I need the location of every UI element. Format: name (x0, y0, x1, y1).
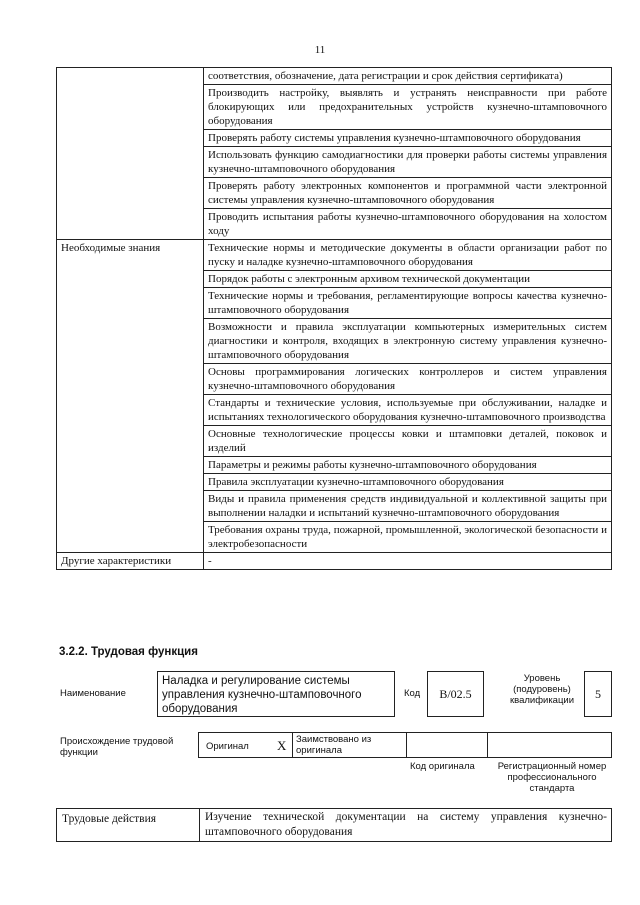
row-label (57, 364, 204, 395)
row-label (57, 130, 204, 147)
code-original-label: Код оригинала (410, 761, 475, 772)
row-label (57, 68, 204, 85)
row-label (57, 288, 204, 319)
row-label (57, 426, 204, 457)
function-name-value: Наладка и регулирование системы управления кузнечно-штамповочного оборудования (162, 675, 362, 715)
table-row (57, 319, 612, 364)
table-row (57, 147, 612, 178)
table-row (57, 209, 612, 240)
row-text: Проверять работу системы управления кузнечно-штамповочного оборудования (204, 130, 612, 147)
row-label (57, 147, 204, 178)
row-label (57, 491, 204, 522)
row-label (57, 178, 204, 209)
level-value: 5 (595, 686, 601, 701)
row-label (57, 85, 204, 130)
row-text: Возможности и правила эксплуатации компьютерных измерительных систем диагностики и контроля, входящих в электронную систему управления кузнечно-штамповочного оборудования (204, 319, 612, 364)
labor-actions-text: Изучение технической документации на систему управления кузнечно-штамповочного оборудования (205, 811, 607, 838)
row-text: Параметры и режимы работы кузнечно-штамповочного оборудования (204, 457, 612, 474)
row-text: Стандарты и технические условия, используемые при обслуживании, наладке и испытаниях технологического оборудования кузнечно-штамповочного производства (204, 395, 612, 426)
origin-row (198, 732, 612, 758)
row-label (57, 457, 204, 474)
table-row (57, 130, 612, 147)
row-label (57, 319, 204, 364)
function-name-box (157, 671, 395, 717)
table-row (57, 364, 612, 395)
code-value: B/02.5 (439, 686, 472, 701)
row-label (57, 474, 204, 491)
table-row (57, 426, 612, 457)
row-text: Правила эксплуатации кузнечно-штамповочного оборудования (204, 474, 612, 491)
level-label: Уровень (подуровень) квалификации (509, 673, 575, 706)
code-label: Код (404, 688, 421, 699)
row-text: Использовать функцию самодиагностики для проверки работы системы управления кузнечно-штамповочного оборудования (204, 147, 612, 178)
row-text: Порядок работы с электронным архивом технической документации (204, 271, 612, 288)
table-row (57, 491, 612, 522)
row-text: Проводить испытания работы кузнечно-штамповочного оборудования на холостом ходу (204, 209, 612, 240)
labor-actions-label: Трудовые действия (62, 813, 157, 825)
row-text: Проверять работу электронных компонентов и программной части электронной системы управления кузнечно-штамповочного оборудования (204, 178, 612, 209)
table-row (57, 457, 612, 474)
row-label (57, 395, 204, 426)
table-row (57, 178, 612, 209)
table-row (57, 240, 612, 271)
original-mark: X (277, 738, 287, 753)
table-row (57, 395, 612, 426)
table-row (57, 522, 612, 553)
row-text: Технические нормы и методические документы в области организации работ по пуску и наладке кузнечно-штамповочного оборудования (204, 240, 612, 271)
origin-label: Происхождение трудовой функции (60, 736, 174, 758)
table-row (57, 288, 612, 319)
row-text: Основные технологические процессы ковки и штамповки деталей, поковок и изделий (204, 426, 612, 457)
table-row (57, 474, 612, 491)
level-box (584, 671, 612, 717)
table-row (57, 553, 612, 570)
row-text: Производить настройку, выявлять и устранять неисправности при работе блокирующих или предохранительных устройств кузнечно-штамповочного оборудования (204, 85, 612, 130)
row-label (57, 271, 204, 288)
row-text: Основы программирования логических контроллеров и систем управления кузнечно-штамповочного оборудования (204, 364, 612, 395)
row-text: соответствия, обозначение, дата регистрации и срок действия сертификата) (204, 68, 612, 85)
row-text: Технические нормы и требования, регламентирующие вопросы качества кузнечно-штамповочного оборудования (204, 288, 612, 319)
reg-number-label: Регистрационный номер профессионального стандарта (497, 761, 607, 794)
row-text: Требования охраны труда, пожарной, промышленной, экологической безопасности и электробезопасности (204, 522, 612, 553)
row-label (57, 522, 204, 553)
row-label: Необходимые знания (57, 240, 204, 271)
competency-table (56, 67, 612, 570)
table-row (57, 68, 612, 85)
name-label: Наименование (60, 688, 126, 699)
row-label (57, 209, 204, 240)
row-text: Виды и правила применения средств индивидуальной и коллективной защиты при выполнении наладки и испытаний кузнечно-штамповочного оборудования (204, 491, 612, 522)
row-text: - (204, 553, 612, 570)
page-number: 11 (314, 44, 326, 56)
code-box (427, 671, 484, 717)
row-label: Другие характеристики (57, 553, 204, 570)
table-row (57, 85, 612, 130)
table-row (57, 271, 612, 288)
section-title: 3.2.2. Трудовая функция (59, 646, 198, 658)
borrowed-label: Заимствовано из оригинала (296, 734, 372, 756)
original-label: Оригинал (206, 741, 249, 752)
